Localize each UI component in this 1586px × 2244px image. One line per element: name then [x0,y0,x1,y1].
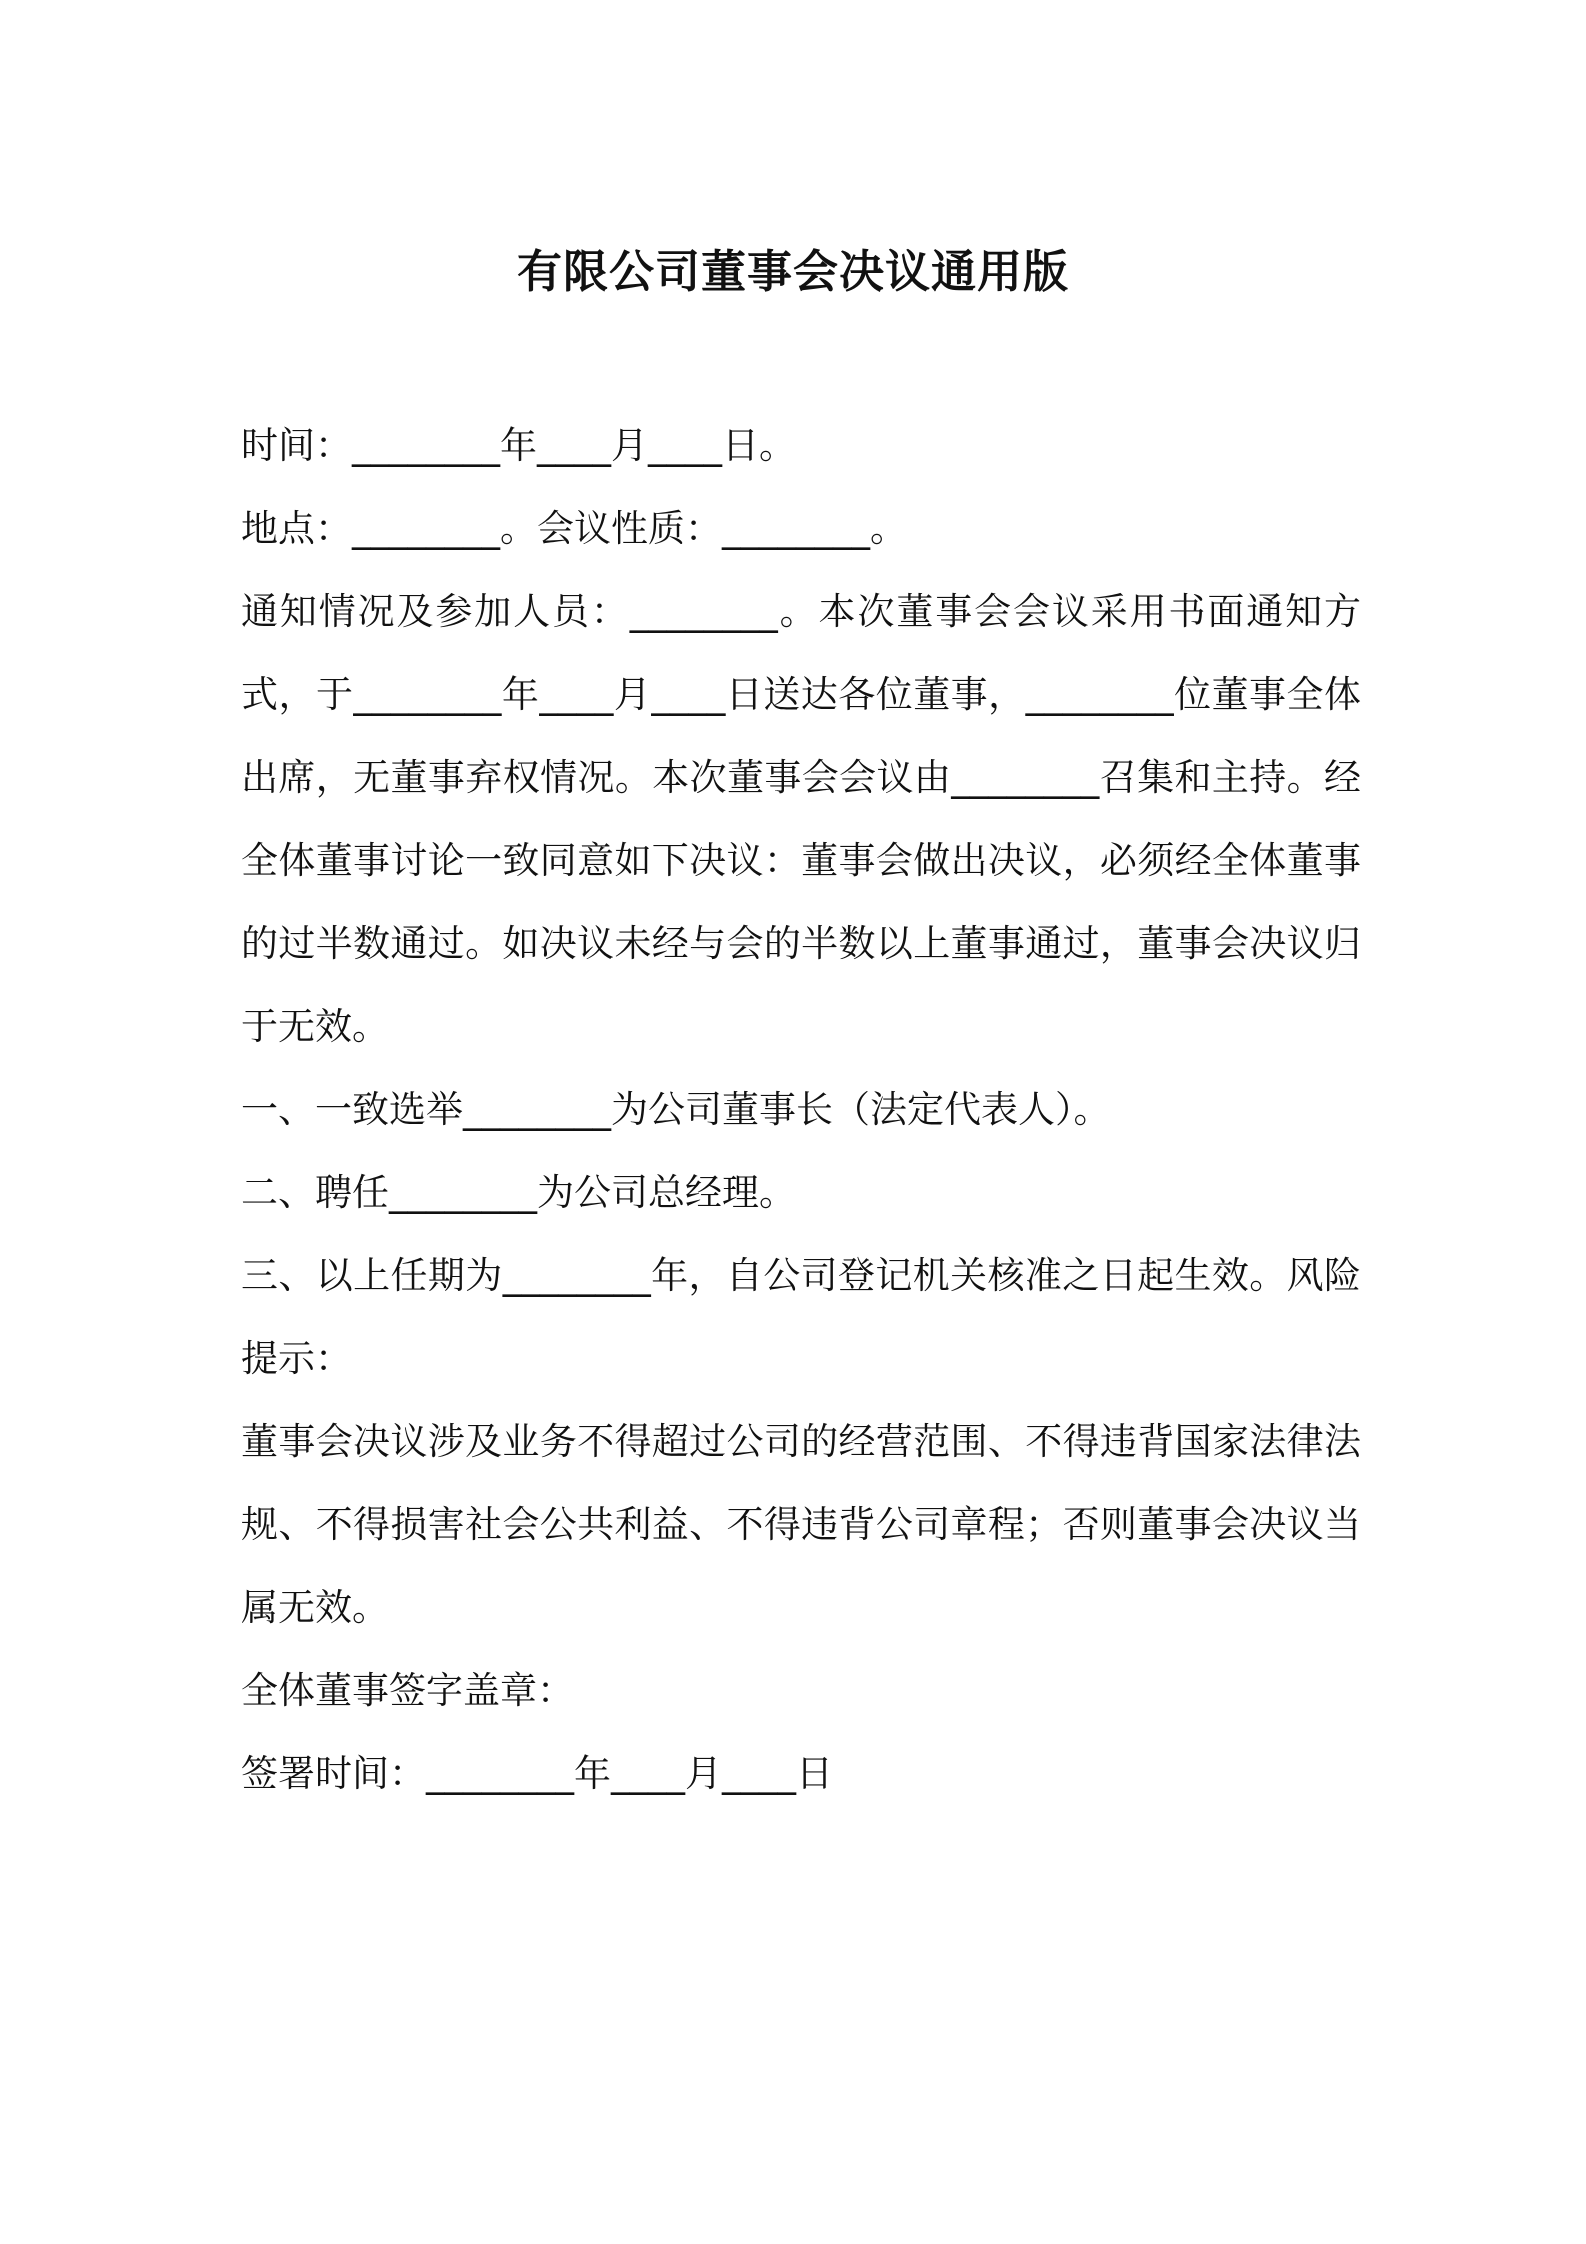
resolution-item-2: 二、聘任________为公司总经理。 [241,1171,796,1214]
resolution-item-3: 三、以上任期为________年，自公司登记机关核准之日起生效。风险提示： [241,1254,1361,1380]
notice-attendance-paragraph: 通知情况及参加人员：________。本次董事会会议采用书面通知方式，于________年____月____日送达各位董事，________位董事全体出席，无董事弃权情况。本次董事会会议由________召集和主持。经全体董事讨论一致同意如下决议：董事会做出决议，必须经全体董事的过半数通过。如决议未经与会的半数以上董事通过，董事会决议归于无效。 [241,590,1361,1048]
document-body [241,404,1361,1815]
signing-date-line: 签署时间：________年____月____日 [241,1752,833,1795]
meeting-time-line: 时间：________年____月____日。 [241,424,796,467]
risk-warning-paragraph: 董事会决议涉及业务不得超过公司的经营范围、不得违背国家法律法规、不得损害社会公共利益、不得违背公司章程；否则董事会决议当属无效。 [241,1420,1361,1629]
meeting-place-line: 地点：________。会议性质：________。 [241,507,907,550]
resolution-item-1: 一、一致选举________为公司董事长（法定代表人）。 [241,1088,1111,1131]
document-title: 有限公司董事会决议通用版 [516,245,1069,299]
signature-line: 全体董事签字盖章： [241,1669,574,1712]
